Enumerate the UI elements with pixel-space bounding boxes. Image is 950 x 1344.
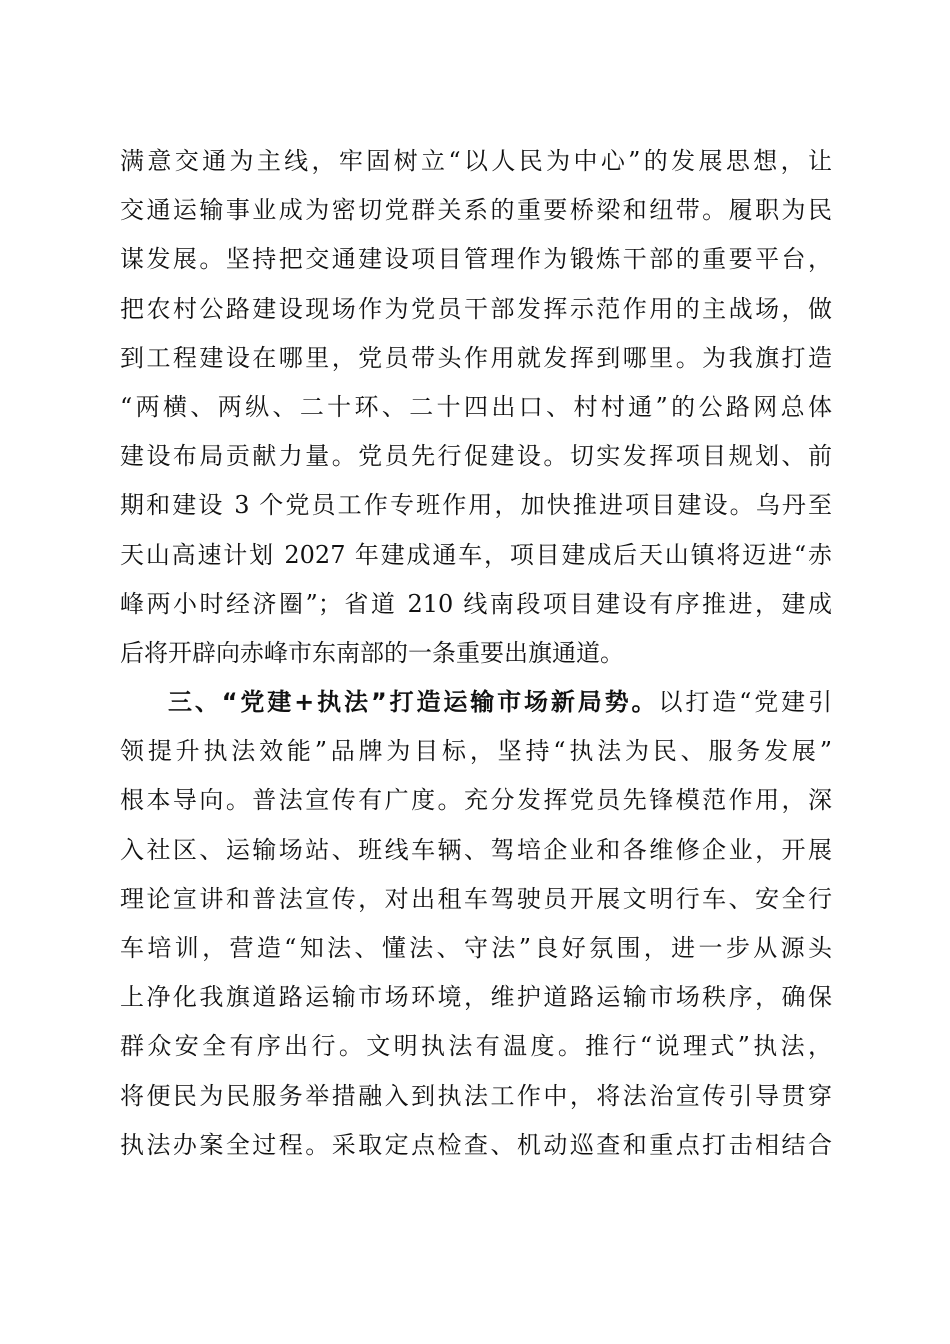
body-line: 到工程建设在哪里，党员带头作用就发挥到哪里。为我旗打造 (120, 343, 832, 372)
document-body (120, 137, 832, 1170)
body-line: 后将开辟向赤峰市东南部的一条重要出旗通道。 (120, 638, 624, 667)
body-line: 领提升执法效能”品牌为目标，坚持“执法为民、服务发展” (120, 737, 832, 766)
body-line: “两横、两纵、二十环、二十四出口、村村通”的公路网总体 (120, 392, 832, 421)
section-heading: 三、“党建+执法”打造运输市场新局势。 (168, 688, 659, 717)
body-line: 峰两小时经济圈”；省道 210 线南段项目建设有序推进，建成 (120, 589, 832, 618)
body-line: 建设布局贡献力量。党员先行促建设。切实发挥项目规划、前 (120, 442, 832, 471)
section-first-line-text: 以打造“党建引 (658, 688, 832, 717)
body-line: 执法办案全过程。采取定点检查、机动巡查和重点打击相结合 (120, 1130, 832, 1159)
body-line: 根本导向。普法宣传有广度。充分发挥党员先锋模范作用，深 (120, 786, 832, 815)
body-line: 车培训，营造“知法、懂法、守法”良好氛围，进一步从源头 (120, 934, 832, 962)
section-first-line (120, 678, 832, 727)
body-line: 满意交通为主线，牢固树立“以人民为中心”的发展思想，让 (120, 147, 832, 175)
body-line: 理论宣讲和普法宣传，对出租车驾驶员开展文明行车、安全行 (120, 884, 832, 913)
body-line: 天山高速计划 2027 年建成通车，项目建成后天山镇将迈进“赤 (120, 540, 832, 569)
body-line: 期和建设 3 个党员工作专班作用，加快推进项目建设。乌丹至 (120, 491, 832, 520)
body-line: 把农村公路建设现场作为党员干部发挥示范作用的主战场，做 (120, 294, 832, 323)
body-line: 交通运输事业成为密切党群关系的重要桥梁和纽带。履职为民 (120, 196, 832, 225)
body-line: 入社区、运输场站、班线车辆、驾培企业和各维修企业，开展 (120, 835, 832, 864)
body-line: 将便民为民服务举措融入到执法工作中，将法治宣传引导贯穿 (120, 1081, 832, 1110)
body-line: 谋发展。坚持把交通建设项目管理作为锻炼干部的重要平台， (120, 245, 832, 274)
body-line: 群众安全有序出行。文明执法有温度。推行“说理式”执法， (120, 1032, 832, 1061)
body-line: 上净化我旗道路运输市场环境，维护道路运输市场秩序，确保 (120, 983, 832, 1012)
